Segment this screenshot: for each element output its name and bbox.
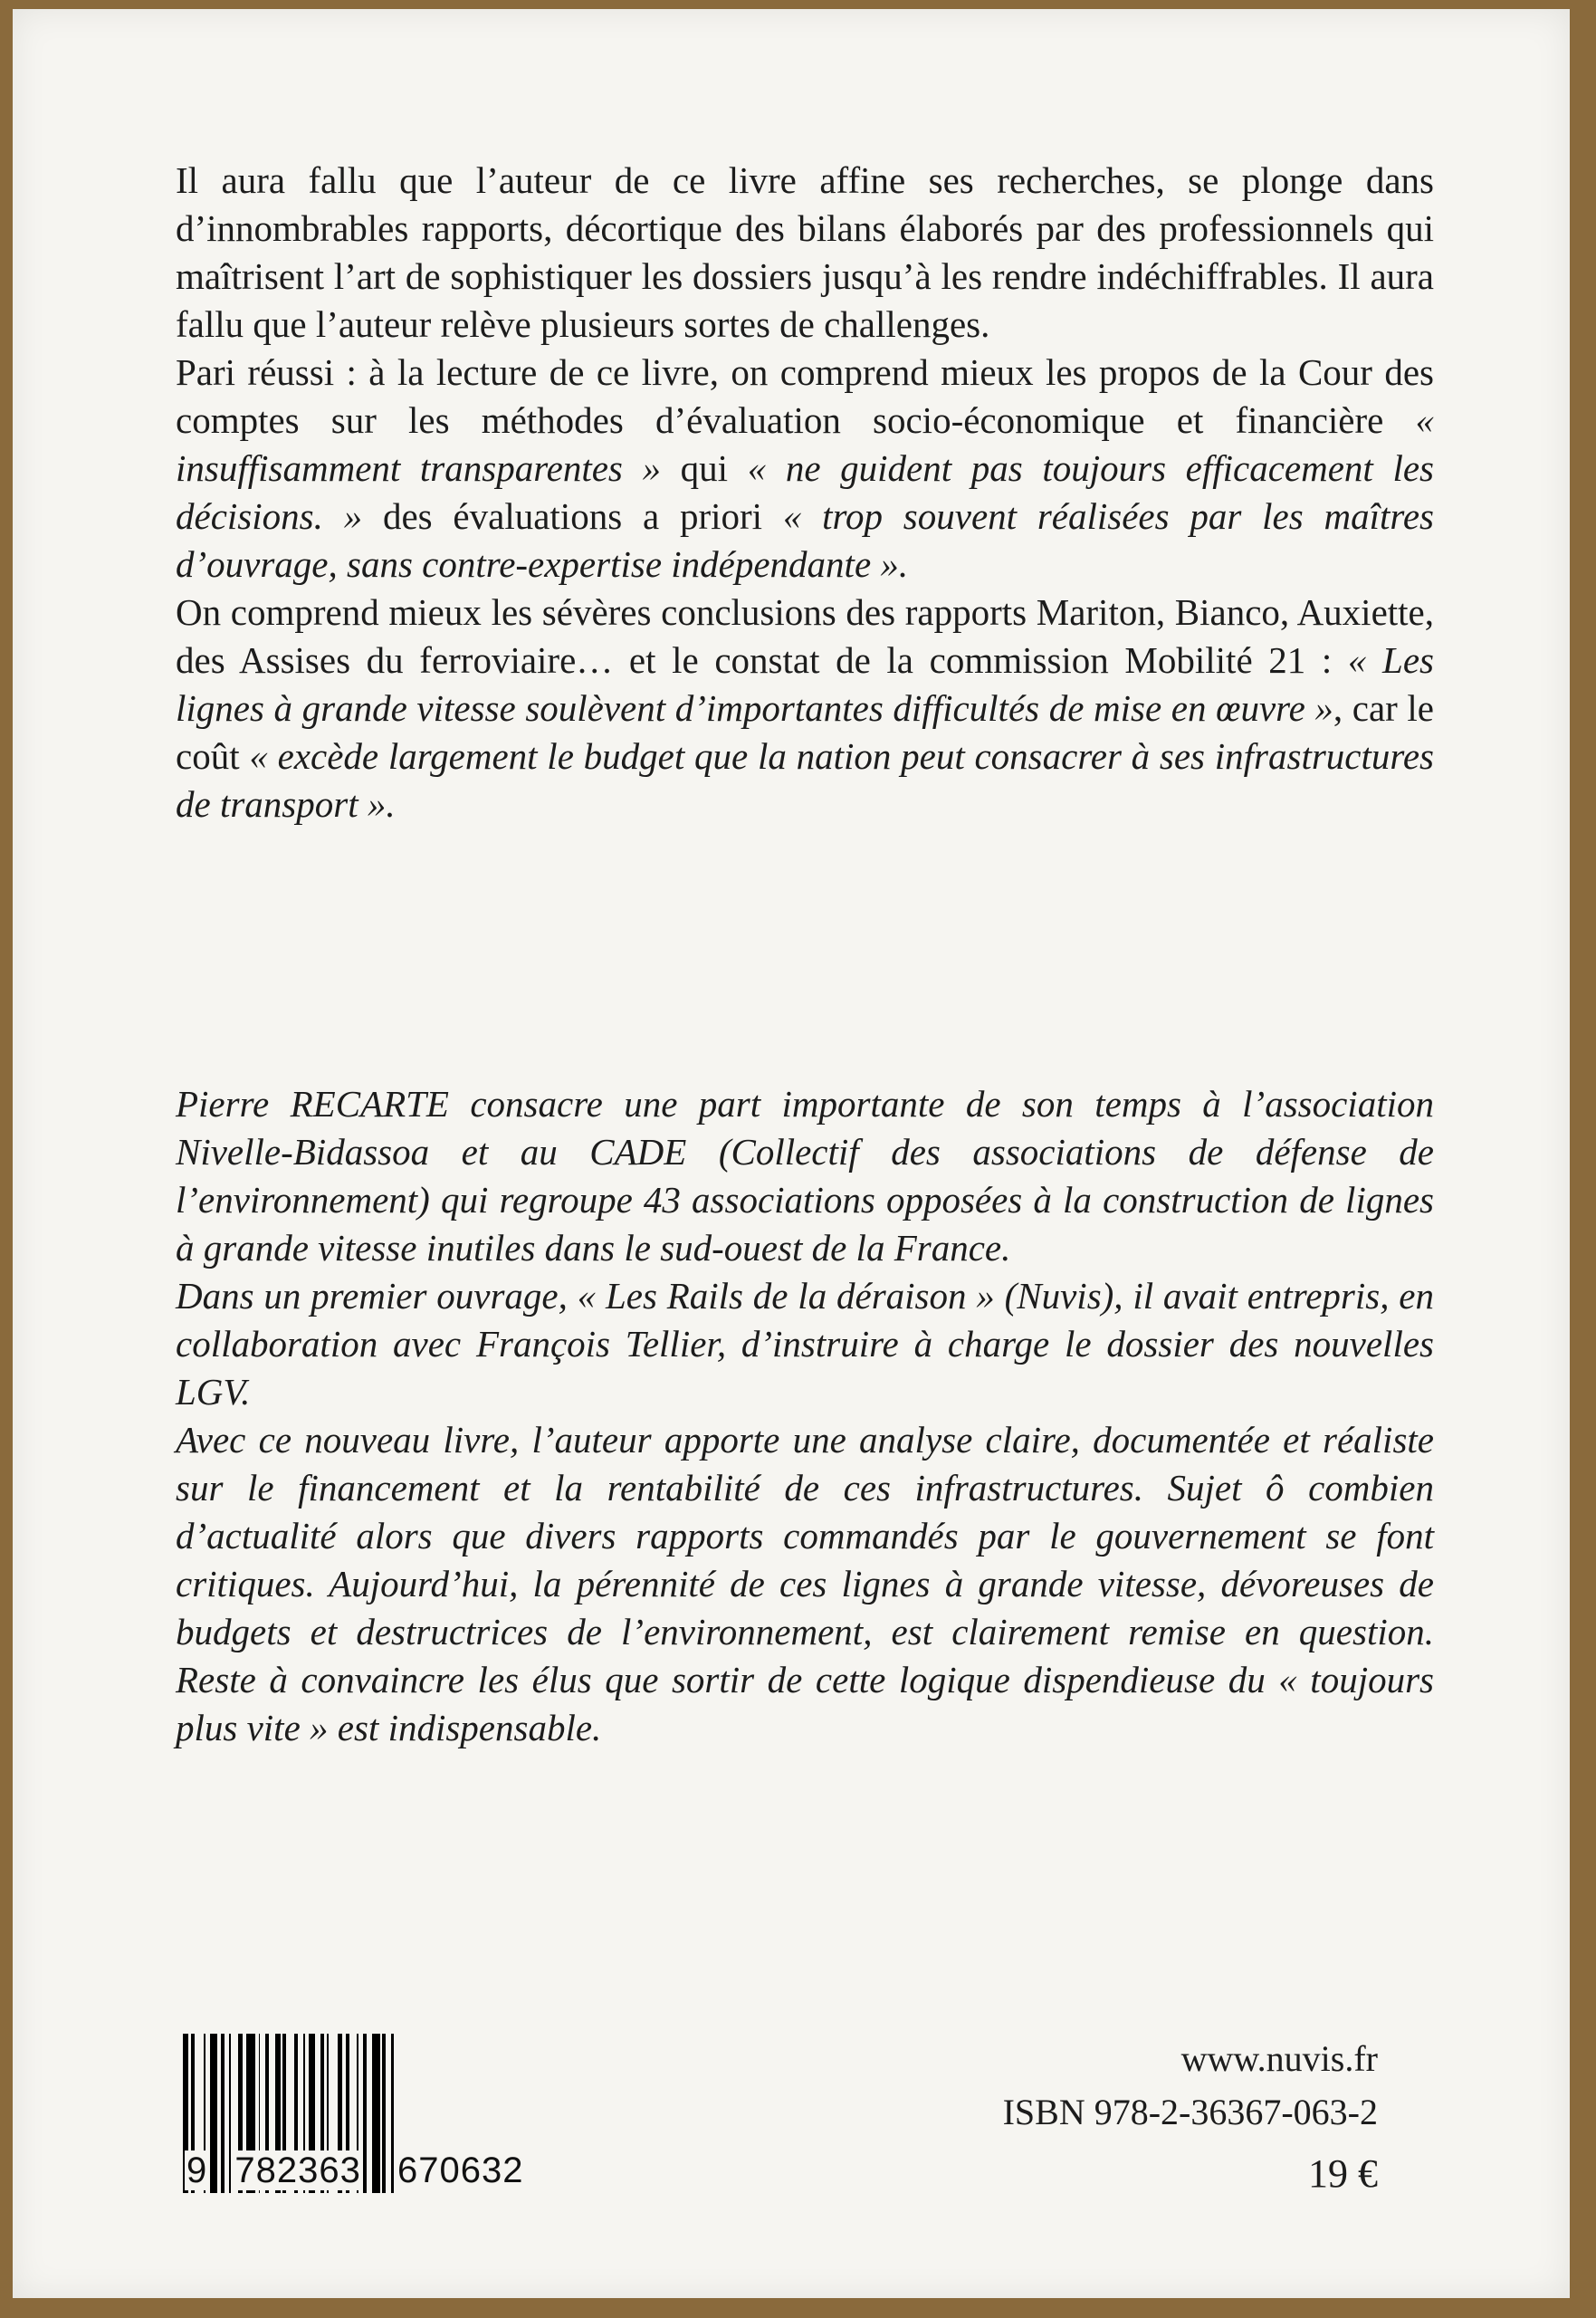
author-paragraph: Pierre RECARTE consacre une part importante de son temps à l’association Nivelle-Bidassoa et au CADE (Collectif des associations de défense de l’environnement) qui regroupe 43 associations opposées à la construction de lignes à grande vitesse inutiles dans le sud-ouest de la France. bbox=[176, 1083, 1434, 1269]
author-paragraph: Dans un premier ouvrage, « Les Rails de la déraison » (Nuvis), il avait entrepris, en collaboration avec François Tellier, d’instruire à charge le dossier des nouvelles LGV. bbox=[176, 1275, 1434, 1413]
text-run: Il aura fallu que l’auteur de ce livre affine ses recherches, se plonge dans d’innombrables rapports, décortique des bilans élaborés par des professionnels qui maîtrisent l’art de sophistiquer les dossiers jusqu’à les rendre indéchiffrables. Il aura fallu que l’auteur relève plusieurs sortes de challenges. bbox=[176, 159, 1434, 345]
text-run: des évaluations a priori bbox=[362, 495, 783, 537]
summary-paragraph bbox=[176, 589, 1434, 829]
text-run: Pari réussi : à la lecture de ce livre, on comprend mieux les propos de la Cour des comptes sur les méthodes d’évaluation socio-économique et financière bbox=[176, 351, 1434, 441]
quoted-text: « insuffisamment transparentes » bbox=[176, 399, 1434, 489]
book-back-cover bbox=[13, 9, 1570, 2298]
barcode-first-digit: 9 bbox=[186, 2150, 208, 2190]
barcode-left-group: 782363 bbox=[234, 2150, 361, 2190]
author-bio bbox=[176, 1080, 1434, 1752]
text-run: qui bbox=[661, 447, 748, 489]
quoted-text: « ne guident pas toujours efficacement les décisions. » bbox=[176, 447, 1434, 537]
quoted-text: « Les lignes à grande vitesse soulèvent d’importantes difficultés de mise en œuvre » bbox=[176, 639, 1434, 729]
text-run: , car le coût bbox=[176, 687, 1434, 777]
summary-paragraph bbox=[176, 349, 1434, 589]
text-run: On comprend mieux les sévères conclusions des rapports Mariton, Bianco, Auxiette, des Assises du ferroviaire… et le constat de la commission Mobilité 21 : bbox=[176, 591, 1434, 681]
isbn: ISBN 978-2-36367-063-2 bbox=[1002, 2092, 1378, 2132]
summary-text bbox=[176, 157, 1434, 829]
publisher-website: www.nuvis.fr bbox=[1180, 2038, 1378, 2079]
barcode-digits bbox=[185, 2150, 583, 2191]
price: 19 € bbox=[1308, 2151, 1378, 2196]
author-paragraph: Avec ce nouveau livre, l’auteur apporte une analyse claire, documentée et réaliste sur le financement et la rentabilité de ces infrastructures. Sujet ô combien d’actualité alors que divers rapports commandés par le gouvernement se font critiques. Aujourd’hui, la pérennité de ces lignes à grande vitesse, dévoreuses de budgets et destructrices de l’environnement, est clairement remise en question. Reste à convaincre les élus que sortir de cette logique dispendieuse du « toujours plus vite » est indispensable. bbox=[176, 1419, 1434, 1748]
summary-paragraph bbox=[176, 157, 1434, 349]
quoted-text: « excède largement le budget que la nation peut consacrer à ses infrastructures de transport ». bbox=[176, 735, 1434, 825]
quoted-text: « trop souvent réalisées par les maîtres d’ouvrage, sans contre-expertise indépendante ». bbox=[176, 495, 1434, 585]
barcode-right-group: 670632 bbox=[397, 2150, 524, 2190]
